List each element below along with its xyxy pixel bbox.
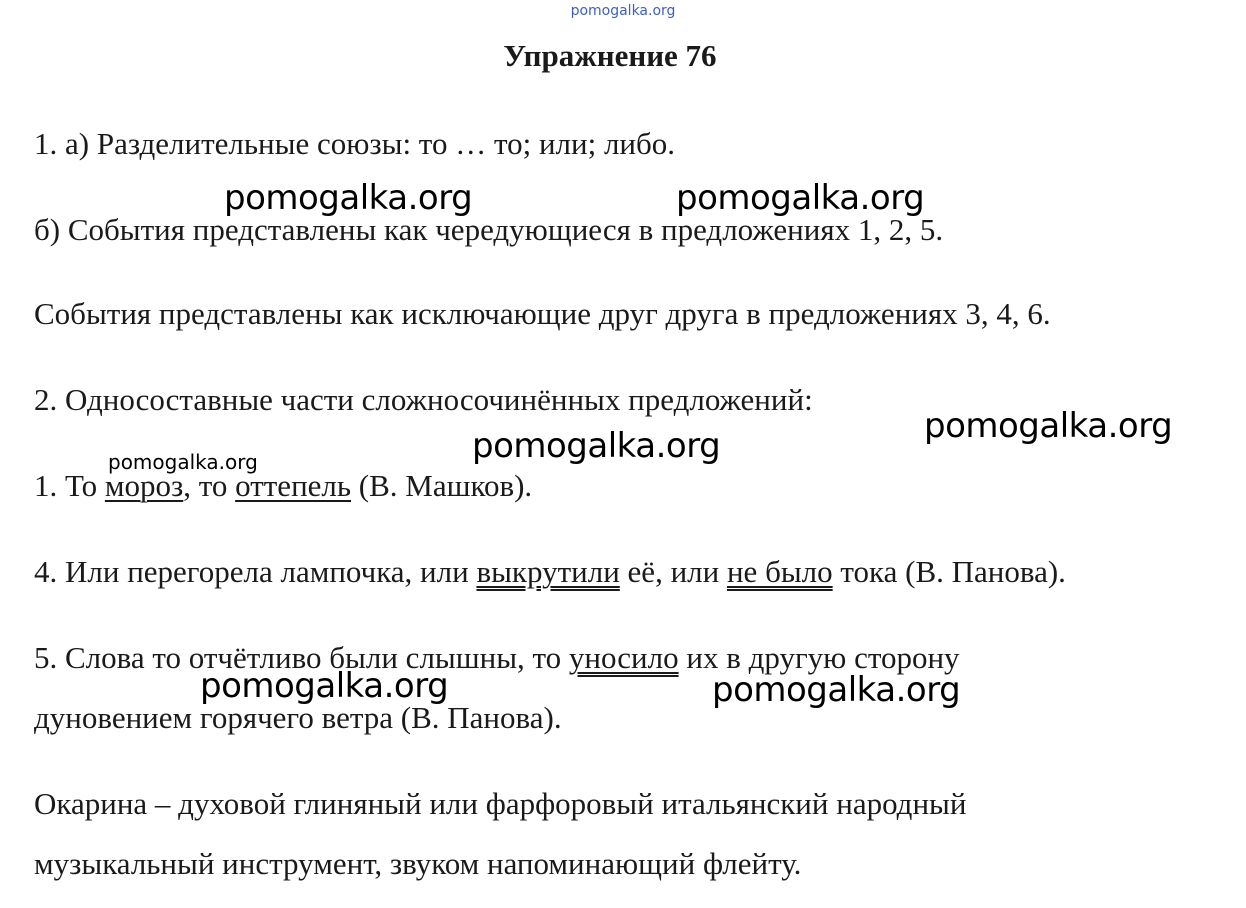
answer-line-2-heading: 2. Односоставные части сложносочинённых предложений:	[34, 382, 813, 417]
example-sentence-4	[34, 554, 1066, 590]
sentence-text: 5. Слова то отчётливо были слышны, то	[34, 640, 569, 675]
watermark: pomogalka.org	[472, 426, 721, 466]
sentence-text: , то	[183, 468, 236, 503]
watermark: pomogalka.org	[200, 666, 449, 706]
exercise-title: Упражнение 76	[503, 38, 717, 73]
watermark: pomogalka.org	[712, 670, 961, 710]
sentence-text: тока (В. Панова).	[832, 554, 1066, 589]
answer-line-1b-cont: События представлены как исключающие друг друга в предложениях 3, 4, 6.	[34, 296, 1051, 331]
watermark: pomogalka.org	[224, 178, 473, 218]
double-underlined-predicate: уносило	[568, 640, 679, 675]
underlined-predicate: оттепель	[235, 468, 352, 503]
underlined-predicate: мороз	[104, 468, 184, 503]
sentence-text: 1. То	[34, 468, 105, 503]
example-sentence-5-cont: дуновением горячего ветра (В. Панова).	[34, 700, 562, 735]
sentence-text: их в другую сторону	[678, 640, 960, 675]
note-line-2: музыкальный инструмент, звуком напоминающий флейту.	[34, 846, 802, 881]
answer-line-1b: б) События представлены как чередующиеся в предложениях 1, 2, 5.	[34, 212, 944, 247]
sentence-text: 4. Или перегорела лампочка, или	[34, 554, 477, 589]
source-watermark-top: pomogalka.org	[570, 3, 676, 19]
answer-line-1a: 1. а) Разделительные союзы: то … то; или; либо.	[34, 126, 676, 161]
watermark: pomogalka.org	[676, 178, 925, 218]
watermark: pomogalka.org	[924, 406, 1173, 446]
watermark: pomogalka.org	[108, 450, 258, 474]
double-underlined-predicate: выкрутили	[476, 554, 620, 589]
note-line-1: Окарина – духовой глиняный или фарфоровый итальянский народный	[34, 786, 967, 821]
sentence-text: её, или	[619, 554, 727, 589]
double-underlined-predicate: не было	[726, 554, 833, 589]
sentence-text: (В. Машков).	[351, 468, 533, 503]
